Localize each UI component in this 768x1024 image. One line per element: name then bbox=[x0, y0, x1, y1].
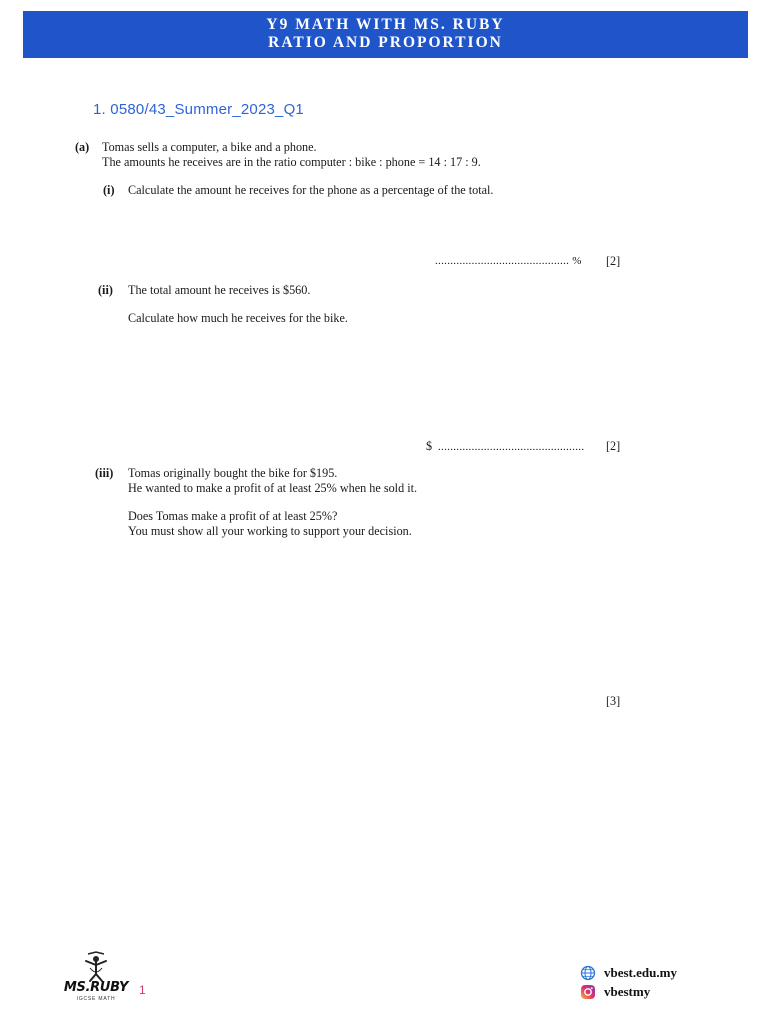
part-a-line2: The amounts he receives are in the ratio computer : bike : phone = 14 : 17 : 9. bbox=[102, 155, 481, 169]
part-ii-answer-line[interactable]: ................................................ bbox=[438, 441, 585, 453]
header-title-line2: RATIO AND PROPORTION bbox=[268, 34, 503, 51]
part-ii-line1: The total amount he receives is $560. bbox=[128, 283, 311, 297]
part-iii-line2: He wanted to make a profit of at least 25% when he sold it. bbox=[128, 481, 418, 495]
logo-wordmark: MS.RUBY bbox=[63, 980, 129, 995]
part-i-label: (i) bbox=[103, 183, 115, 197]
part-a-label: (a) bbox=[75, 140, 90, 154]
part-iii-label: (iii) bbox=[95, 466, 114, 480]
part-iii-marks: [3] bbox=[606, 694, 621, 708]
website-contact[interactable] bbox=[580, 964, 677, 981]
part-ii-label: (ii) bbox=[98, 283, 113, 297]
instagram-text: vbestmy bbox=[604, 984, 651, 1000]
instagram-contact[interactable] bbox=[580, 983, 650, 1000]
question-title: 1. 0580/43_Summer_2023_Q1 bbox=[93, 101, 304, 118]
part-a-line1: Tomas sells a computer, a bike and a phone. bbox=[102, 140, 317, 154]
globe-icon bbox=[580, 965, 596, 981]
website-text: vbest.edu.my bbox=[604, 965, 677, 981]
part-i-marks: [2] bbox=[606, 254, 621, 268]
page-number: 1 bbox=[139, 983, 146, 997]
part-ii-line2: Calculate how much he receives for the bike. bbox=[128, 311, 348, 325]
part-iii-line1: Tomas originally bought the bike for $195. bbox=[128, 466, 338, 480]
header-banner bbox=[23, 11, 748, 58]
part-iii-line3: Does Tomas make a profit of at least 25%? bbox=[128, 509, 338, 523]
header-title-line1: Y9 MATH WITH MS. RUBY bbox=[266, 16, 505, 33]
part-ii-currency: $ bbox=[426, 439, 433, 453]
part-i-text: Calculate the amount he receives for the phone as a percentage of the total. bbox=[128, 183, 494, 197]
part-iii-line4: You must show all your working to support your decision. bbox=[128, 524, 412, 538]
logo-subtext: IGCSE MATH bbox=[76, 996, 116, 1002]
instagram-icon bbox=[580, 984, 596, 1000]
part-ii-marks: [2] bbox=[606, 439, 621, 453]
ms-ruby-logo bbox=[60, 950, 132, 1006]
part-i-answer-line[interactable]: ............................................ % bbox=[435, 255, 582, 267]
